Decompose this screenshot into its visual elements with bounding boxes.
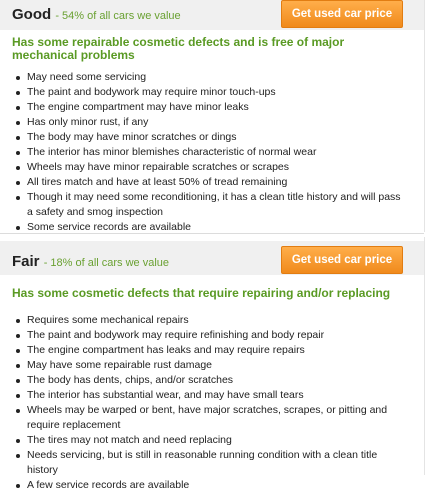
list-item: Wheels may be warped or bent, have major scratches, scrapes, or pitting and require replacement (12, 403, 402, 433)
condition-list (12, 313, 402, 493)
get-used-car-price-button[interactable]: Get used car price (281, 0, 403, 28)
list-item: The paint and bodywork may require refinishing and body repair (12, 328, 402, 343)
condition-name: Fair (12, 253, 40, 270)
list-item: All tires match and have at least 50% of tread remaining (12, 175, 402, 190)
list-item: The paint and bodywork may require minor touch-ups (12, 85, 402, 100)
list-item: May need some servicing (12, 70, 402, 85)
condition-list (12, 70, 402, 235)
list-item: Some service records are available (12, 220, 402, 235)
list-item: The engine compartment has leaks and may require repairs (12, 343, 402, 358)
condition-heading: Has some cosmetic defects that require repairing and/or replacing (12, 286, 391, 300)
condition-share: - 18% of all cars we value (43, 257, 170, 269)
condition-title (12, 6, 181, 23)
condition-name: Good (12, 6, 52, 23)
list-item: Wheels may have minor repairable scratches or scrapes (12, 160, 402, 175)
list-item: Requires some mechanical repairs (12, 313, 402, 328)
get-used-car-price-button[interactable]: Get used car price (281, 246, 403, 274)
list-item: The body has dents, chips, and/or scratches (12, 373, 402, 388)
condition-good-section (0, 0, 425, 232)
condition-fair-section (0, 237, 425, 491)
condition-share: - 54% of all cars we value (55, 10, 181, 22)
list-item: The engine compartment may have minor leaks (12, 100, 402, 115)
list-item: Has only minor rust, if any (12, 115, 402, 130)
condition-title (12, 253, 169, 270)
list-item: The body may have minor scratches or dings (12, 130, 402, 145)
list-item: The interior has minor blemishes characteristic of normal wear (12, 145, 402, 160)
list-item: Though it may need some reconditioning, it has a clean title history and will pass a safety and smog inspection (12, 190, 402, 220)
list-item: Needs servicing, but is still in reasonable running condition with a clean title history (12, 448, 402, 478)
condition-heading: Has some repairable cosmetic defects and is free of major mechanical problems (12, 35, 345, 62)
list-item: May have some repairable rust damage (12, 358, 402, 373)
list-item: The interior has substantial wear, and may have small tears (12, 388, 402, 403)
section-divider (0, 233, 424, 234)
list-item: A few service records are available (12, 478, 402, 493)
list-item: The tires may not match and need replacing (12, 433, 402, 448)
